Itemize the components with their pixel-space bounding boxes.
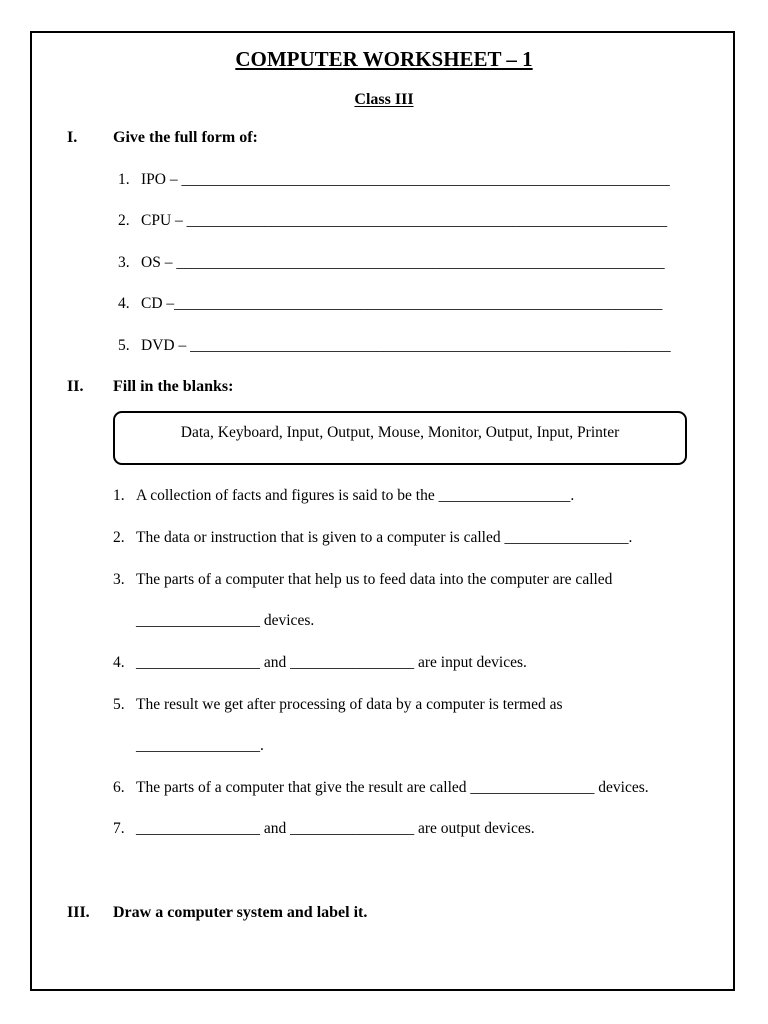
full-form-item-os: OS – _______________________________________________________________ <box>141 254 665 271</box>
class-label: Class III <box>354 91 414 108</box>
blank-item-number: 6. <box>113 779 125 796</box>
blank-item-number: 5. <box>113 696 125 713</box>
full-form-item-number: 3. <box>118 254 130 271</box>
section-1-heading: Give the full form of: <box>113 129 258 146</box>
worksheet-title: COMPUTER WORKSHEET – 1 <box>235 47 533 71</box>
blank-item-number: 1. <box>113 487 125 504</box>
full-form-item-dvd: DVD – ______________________________________________________________ <box>141 337 671 354</box>
blank-item-2: The data or instruction that is given to a computer is called ________________. <box>136 529 633 546</box>
full-form-item-cd: CD –_______________________________________________________________ <box>141 295 663 312</box>
blank-item-number: 2. <box>113 529 125 546</box>
blank-item-5: The result we get after processing of data by a computer is termed as <box>136 696 563 713</box>
blank-item-number: 3. <box>113 571 125 588</box>
blank-item-4: ________________ and ________________ are input devices. <box>136 654 527 671</box>
blank-item-5-continuation: ________________. <box>136 737 264 754</box>
blank-item-6: The parts of a computer that give the result are called ________________ devices. <box>136 779 649 796</box>
word-bank-box <box>113 411 687 465</box>
full-form-item-number: 5. <box>118 337 130 354</box>
blank-item-7: ________________ and ________________ are output devices. <box>136 820 535 837</box>
section-2-number: II. <box>67 378 84 395</box>
blank-item-1: A collection of facts and figures is said to be the _________________. <box>136 487 575 504</box>
section-2-heading: Fill in the blanks: <box>113 378 234 395</box>
section-1-number: I. <box>67 129 78 146</box>
blank-item-number: 4. <box>113 654 125 671</box>
blank-item-3: The parts of a computer that help us to feed data into the computer are called <box>136 571 613 588</box>
full-form-item-ipo: IPO – _______________________________________________________________ <box>141 171 670 188</box>
full-form-item-number: 2. <box>118 212 130 229</box>
full-form-item-number: 4. <box>118 295 130 312</box>
blank-item-number: 7. <box>113 820 125 837</box>
full-form-item-cpu: CPU – ______________________________________________________________ <box>141 212 668 229</box>
full-form-item-number: 1. <box>118 171 130 188</box>
blank-item-3-continuation: ________________ devices. <box>136 612 315 629</box>
section-3-number: III. <box>67 904 90 921</box>
section-3-heading: Draw a computer system and label it. <box>113 904 368 921</box>
word-bank-text: Data, Keyboard, Input, Output, Mouse, Monitor, Output, Input, Printer <box>180 424 620 441</box>
